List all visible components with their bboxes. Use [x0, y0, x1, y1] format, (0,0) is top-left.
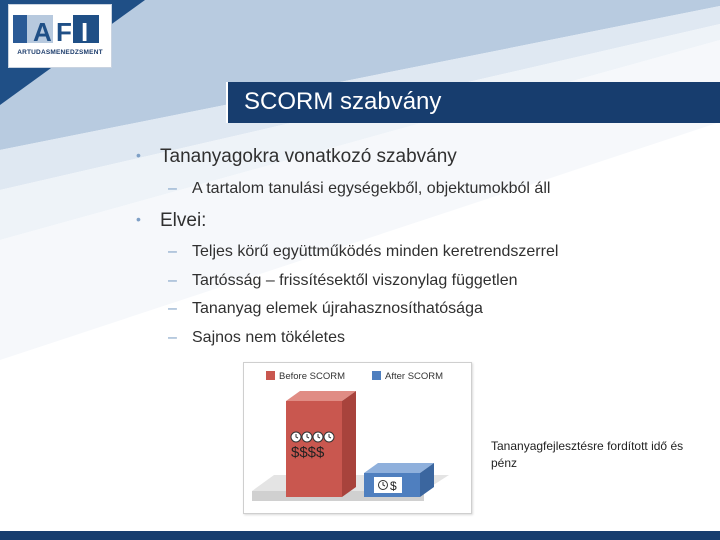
legend-swatch-before [266, 371, 275, 380]
sub-bullet-text: Sajnos nem tökéletes [192, 329, 345, 346]
bullet-item: • Tananyagokra vonatkozó szabvány [136, 146, 457, 167]
money-before: $$$$ [291, 444, 325, 461]
money-after: $ [390, 479, 397, 493]
sub-bullet-item: – A tartalom tanulási egységekből, objektumokból áll [168, 180, 551, 197]
bullet-text: Tananyagokra vonatkozó szabvány [160, 146, 457, 167]
logo-letter-a: A [33, 17, 52, 47]
bottom-stripe [0, 531, 720, 540]
sub-bullet-item: – Teljes körű együttműködés minden keretrendszerrel [168, 243, 559, 260]
sub-bullet-text: Tartósság – frissítésektől viszonylag független [192, 272, 518, 289]
bullet-item: • Elvei: [136, 210, 207, 231]
logo-letter-i: I [81, 17, 89, 47]
sub-bullet-text: A tartalom tanulási egységekből, objektumokból áll [192, 180, 551, 197]
bullet-text: Elvei: [160, 210, 207, 231]
legend-label-after: After SCORM [385, 371, 444, 382]
sub-bullet-item: – Tartósság – frissítésektől viszonylag független [168, 272, 518, 289]
title-bar [226, 82, 720, 123]
clock-icon-after [379, 481, 388, 490]
page-title: SCORM szabvány [244, 88, 442, 115]
sub-bullet-text: Tananyag elemek újrahasznosíthatósága [192, 300, 483, 317]
legend-label-before: Before SCORM [279, 371, 345, 382]
company-logo [8, 4, 112, 68]
sub-bullet-item: – Sajnos nem tökéletes [168, 329, 345, 346]
logo-text: ARTUDASMENEDZSMENT [17, 49, 103, 56]
sub-bullet-item: – Tananyag elemek újrahasznosíthatósága [168, 300, 483, 317]
sub-bullet-text: Teljes körű együttműködés minden keretrendszerrel [192, 243, 559, 260]
scorm-illustration [243, 362, 472, 514]
chart-caption: Tananyagfejlesztésre fordított idő és pénz [491, 439, 684, 470]
logo-letter-f: F [56, 17, 72, 47]
legend-swatch-after [372, 371, 381, 380]
